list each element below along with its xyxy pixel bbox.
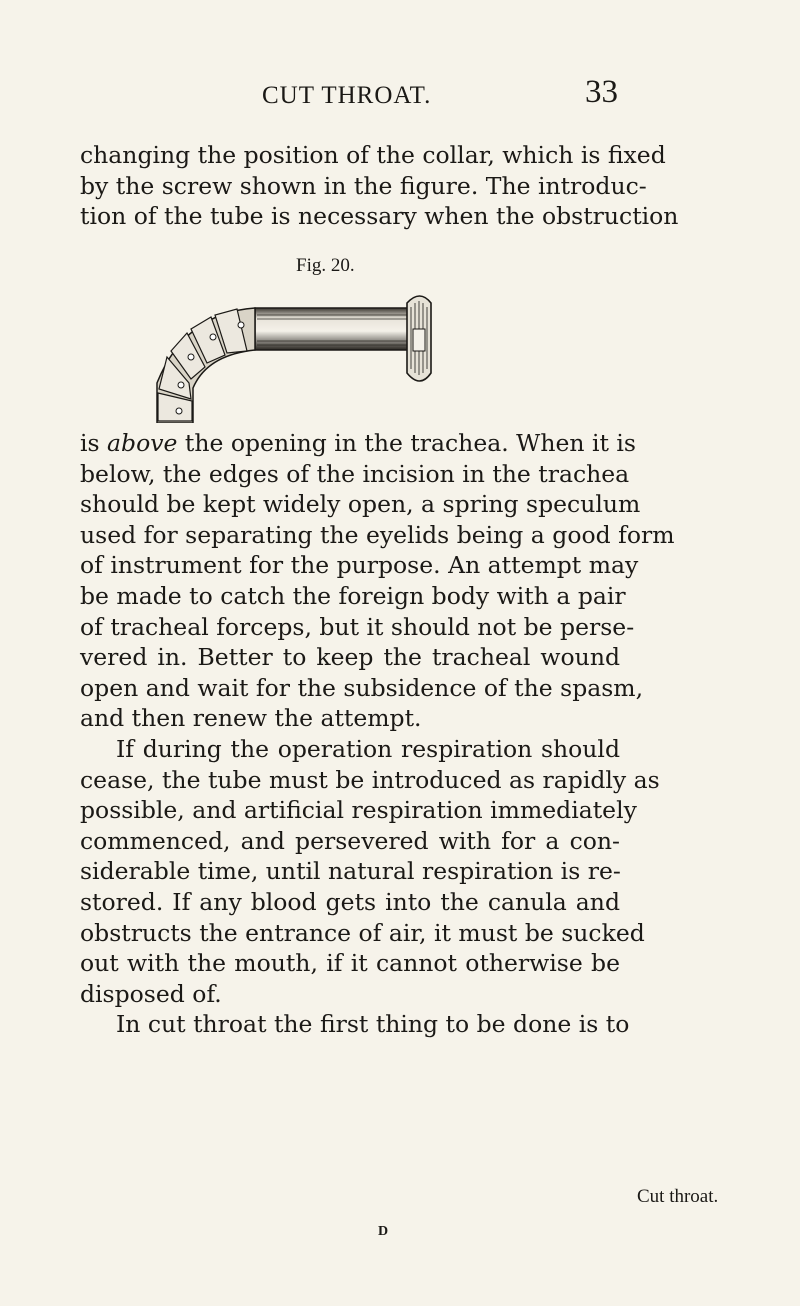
running-title: CUT THROAT. [262, 82, 432, 109]
text-line: possible, and artificial respiration immediately [80, 796, 637, 825]
text-line: obstructs the entrance of air, it must be sucked [80, 918, 645, 947]
text-line: vered in. Better to keep the tracheal wound [80, 643, 620, 672]
text-fragment: the opening in the trachea. When it is [177, 429, 636, 457]
text-line: stored. If any blood gets into the canula and [80, 887, 620, 916]
page-number: 33 [585, 74, 618, 110]
text-line: be made to catch the foreign body with a pair [80, 581, 626, 610]
text-line: disposed of. [80, 979, 222, 1008]
text-line: siderable time, until natural respiration is re- [80, 857, 621, 886]
text-line: changing the position of the collar, which is fixed [80, 141, 666, 169]
text-line: by the screw shown in the figure. The introduc- [80, 171, 647, 200]
tracheotomy-tube-illustration [145, 293, 445, 423]
text-line: and then renew the attempt. [80, 704, 422, 733]
text-line: used for separating the eyelids being a good form [80, 520, 675, 549]
margin-note: Cut throat. [637, 1186, 719, 1207]
figure-caption: Fig. 20. [296, 255, 355, 276]
paragraph-main [80, 428, 675, 1040]
paragraph-top [80, 140, 679, 232]
text-line: In cut throat the first thing to be done is to [116, 1010, 630, 1039]
text-line: If during the operation respiration should [116, 734, 620, 763]
text-line: cease, the tube must be introduced as rapidly as [80, 765, 660, 794]
text-line: open and wait for the subsidence of the spasm, [80, 673, 644, 702]
text-line: out with the mouth, if it cannot otherwise be [80, 949, 620, 978]
text-line: below, the edges of the incision in the trachea [80, 459, 630, 488]
text-line: of tracheal forceps, but it should not be perse- [80, 612, 635, 641]
text-line: commenced, and persevered with for a con- [80, 826, 620, 855]
text-line [80, 428, 636, 459]
signature-mark: D [378, 1224, 389, 1239]
text-line: of instrument for the purpose. An attempt may [80, 551, 639, 580]
text-line: should be kept widely open, a spring speculum [80, 490, 641, 519]
text-fragment: is [80, 429, 108, 457]
emphasized-word: above [107, 429, 178, 457]
text-line: tion of the tube is necessary when the obstruction [80, 202, 679, 231]
